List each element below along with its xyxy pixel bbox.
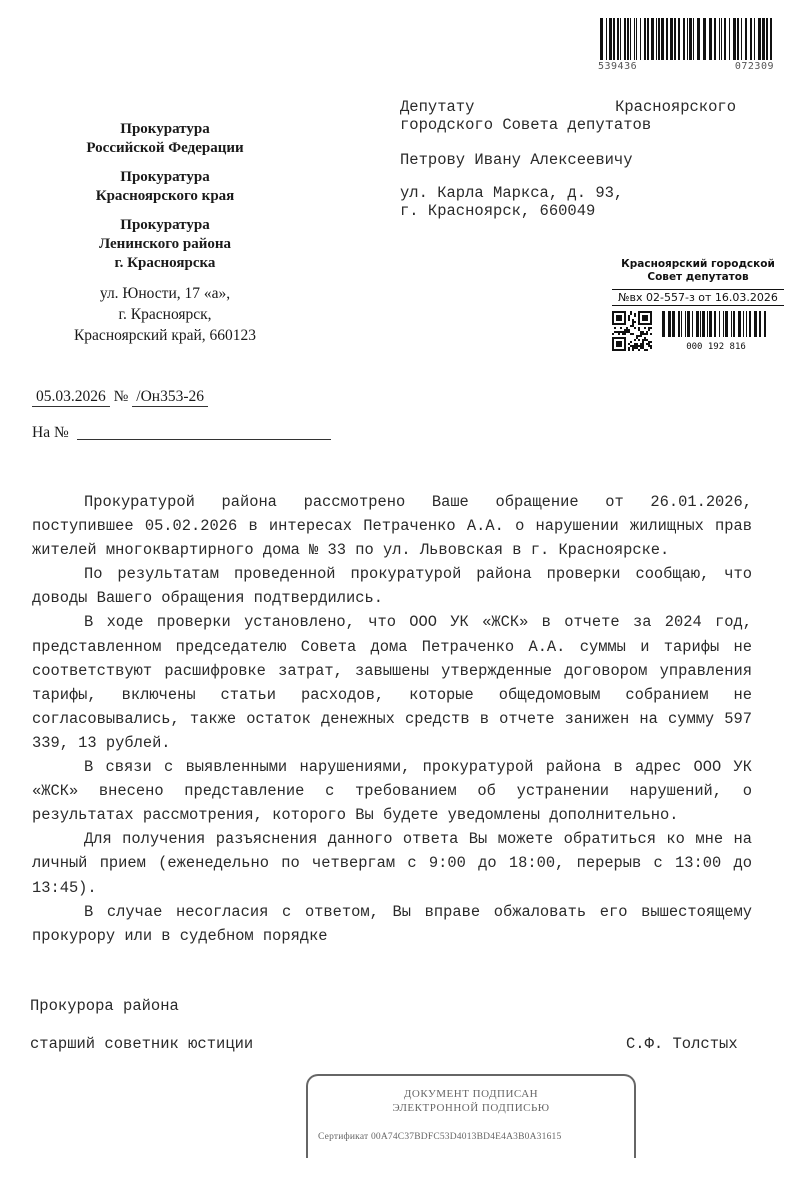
recipient-address-line: г. Красноярск, 660049 [400,202,596,220]
sender-address [40,283,290,346]
barcode-bar [721,18,722,60]
barcode-bar [640,18,641,60]
qr-module [618,331,620,333]
barcode-bar [707,311,708,337]
qr-module [648,341,650,343]
qr-module [648,327,650,329]
barcode-bar [672,311,675,337]
barcode-bar [692,311,693,337]
barcode-bar [709,18,712,60]
qr-module [650,333,652,335]
qr-module [640,347,642,349]
qr-module [624,333,626,335]
recipient-line: Депутату [400,98,475,116]
qr-module [616,331,618,333]
barcode-bar [644,18,646,60]
barcode-bar [678,311,680,337]
barcode-bar [750,18,752,60]
qr-module [636,335,638,337]
na-label: На № [32,424,69,441]
qr-module [646,349,648,351]
sender-line: Российской Федерации [86,140,244,156]
barcode-bar [670,18,673,60]
barcode-bar [696,311,699,337]
sender-address-line: ул. Юности, 17 «а», [99,285,231,302]
body-paragraph: Прокуратурой района рассмотрено Ваше обращение от 26.01.2026, поступившее 05.02.2026 в интересах Петраченко А.А. о нарушении жилищных прав жителей многоквартирного дома № 33 по ул. Львовская в г. Красноярске. [32,493,752,560]
qr-module [628,347,630,349]
barcode-bar [661,18,664,60]
barcode-bar [738,311,741,337]
qr-module [640,335,642,337]
qr-module [648,329,650,331]
qr-module [630,311,632,313]
qr-module [638,335,640,337]
qr-module [640,331,642,333]
signature-name: С.Ф. Толстых [626,1035,738,1053]
qr-module [642,331,644,333]
qr-module [614,327,616,329]
stamp-title: Совет депутатов [647,271,749,283]
barcode-bar [651,18,654,60]
esign-certificate: Сертификат 00A74C37BDFC53D4013BD4E4A3B0A31615 [318,1132,562,1142]
qr-module [634,347,636,349]
stamp-title: Красноярский городской [621,258,775,270]
barcode-bar [714,18,716,60]
barcode-bar [681,311,682,337]
qr-module [628,315,630,317]
recipient-line: городского Совета депутатов [400,116,652,134]
barcode-bar [606,18,607,60]
sender-line: Прокуратура [120,169,210,185]
recipient-line: Красноярского [615,98,736,116]
qr-module [632,347,634,349]
registration-stamp [612,258,784,352]
qr-module [630,325,632,327]
barcode-bar [666,18,668,60]
qr-module [634,315,636,317]
reference-number: /Он353-26 [132,388,208,407]
barcode-bar [714,311,716,337]
barcode-bar [609,18,612,60]
qr-module [634,345,636,347]
qr-module [630,345,632,347]
barcode-bar [766,18,768,60]
barcode-bar [743,311,744,337]
barcode-bar [674,18,676,60]
qr-module [624,329,626,331]
qr-module [646,333,648,335]
barcode-bar [719,311,720,337]
barcode-bar [624,18,626,60]
qr-module [640,345,642,347]
qr-module [642,345,644,347]
barcode-bar [731,311,732,337]
barcode-bar [600,18,603,60]
body-paragraph: В случае несогласия с ответом, Вы вправе обжаловать его вышестоящему прокурору или в судебном порядке [32,902,752,945]
barcode-bar [702,311,705,337]
qr-module [624,331,626,333]
barcode-bar [723,311,724,337]
barcode-bar [613,18,615,60]
qr-module [636,347,638,349]
qr-module [626,327,628,329]
recipient-address-line: ул. Карла Маркса, д. 93, [400,184,624,202]
qr-module [632,333,634,335]
sender-line: г. Красноярска [114,255,216,271]
qr-module [642,333,644,335]
qr-module [640,333,642,335]
body-paragraph: В ходе проверки установлено, что ООО УК «ЖСК» в отчете за 2024 год, представленном председателю Совета дома Петраченко А.А. суммы и тарифы не соответствуют расшифровке затрат, завышены утвержденные договором управления тарифы, включены статьи расходов, которые общедомовым собранием не согласовывались, также остаток денежных средств в отчете занижен на сумму 597 339, 13 рублей. [32,613,752,752]
barcode-bar [627,18,629,60]
barcode-bar [656,18,657,60]
body-paragraph: В связи с выявленными нарушениями, прокуратурой района в адрес ООО УК «ЖСК» внесено представление с требованием об устранении нарушений, о результатах рассмотрения, которого Вы будете уведомлены дополнительно. [32,758,752,825]
qr-module [634,339,636,341]
barcode-number-left: 539436 [598,61,638,72]
qr-module [634,327,636,329]
qr-module [628,331,630,333]
barcode-bar [689,18,692,60]
qr-module [648,345,650,347]
barcode-bar [693,18,694,60]
barcode-bar [729,18,730,60]
qr-module [650,327,652,329]
barcode-bar [758,18,761,60]
sender-line: Прокуратура [120,217,210,233]
barcode-bar [697,18,700,60]
qr-module [630,333,632,335]
qr-module [622,331,624,333]
barcode-bar [709,311,712,337]
barcode-bar [700,311,701,337]
qr-module [638,345,640,347]
qr-module [626,331,628,333]
qr-module [644,337,646,339]
qr-module [632,349,634,351]
barcode-bars [598,18,774,60]
qr-module [628,329,630,331]
barcode-bar [746,311,747,337]
na-line [32,424,331,442]
qr-module [646,343,648,345]
qr-module [636,337,638,339]
barcode-number-right: 072309 [734,61,774,72]
barcode-bar [733,18,736,60]
qr-module [642,341,644,343]
body-paragraph: Для получения разъяснения данного ответа Вы можете обратиться ко мне на личный прием (еженедельно по четвергам с 9:00 до 18:00, перерыв с 13:00 до 13:45). [32,830,752,897]
qr-module [632,345,634,347]
barcode-bar [759,311,761,337]
qr-module [634,343,636,345]
qr-module [642,343,644,345]
qr-module [612,333,614,335]
qr-module [642,347,644,349]
qr-module [628,343,630,345]
barcode-bar [617,18,619,60]
qr-module [630,341,632,343]
qr-module [628,319,630,321]
qr-module [620,331,622,333]
sender-address-line: Красноярский край, 660123 [73,327,257,344]
qr-finder [616,341,622,347]
signature-rank: старший советник юстиции [30,1035,254,1053]
barcode-bar [687,311,690,337]
qr-finder [642,315,648,321]
qr-code-icon [612,311,652,351]
esign-heading: ДОКУМЕНТ ПОДПИСАН [403,1088,539,1100]
barcode-bar [662,311,665,337]
barcode-bar [683,18,685,60]
stamp-barcode-number: 000 192 816 [686,342,746,352]
signature-title: Прокурора района [30,997,179,1015]
barcode-bar [685,311,686,337]
qr-module [626,329,628,331]
qr-module [648,343,650,345]
qr-module [634,313,636,315]
qr-module [614,331,616,333]
qr-module [640,343,642,345]
stamp-number: №вх 02-557-з от 16.03.2026 [612,289,784,306]
barcode-bar [764,311,766,337]
esign-heading: ЭЛЕКТРОННОЙ ПОДПИСЬЮ [392,1102,550,1114]
qr-module [628,317,630,319]
barcode-bar [636,18,637,60]
qr-module [636,343,638,345]
qr-module [644,327,646,329]
barcode-bar [630,18,631,60]
qr-module [632,323,634,325]
barcode-bar [647,18,649,60]
sender-line: Ленинского района [98,236,232,252]
qr-module [630,313,632,315]
qr-module [632,321,634,323]
qr-module [638,329,640,331]
barcode-bar [725,311,728,337]
qr-module [620,327,622,329]
qr-finder [616,315,622,321]
sender-line: Прокуратура [120,121,210,137]
barcode-bar [770,18,772,60]
reference-no-label: № [113,388,129,405]
barcode-bar [741,18,742,60]
barcode-bar [754,18,755,60]
qr-module [622,333,624,335]
recipient-block [400,98,736,220]
qr-module [644,339,646,341]
barcode-bar [719,18,720,60]
qr-module [650,345,652,347]
qr-module [646,339,648,341]
qr-module [642,339,644,341]
barcode-bar [634,18,635,60]
recipient-address [400,184,736,220]
reference-line [32,388,208,407]
barcode-bar [749,311,751,337]
qr-module [632,325,634,327]
qr-module [646,331,648,333]
barcode-bar [658,18,660,60]
barcode-bar [687,18,688,60]
qr-module [638,327,640,329]
barcode-bar [733,311,735,337]
qr-module [636,345,638,347]
qr-module [638,339,640,341]
barcode-bar [668,311,671,337]
sender-line: Красноярского края [95,188,235,204]
qr-module [632,319,634,321]
na-blank-line [77,439,331,440]
barcode-bar [762,18,765,60]
barcode-bar [724,18,726,60]
qr-module [618,333,620,335]
barcode-bar [678,18,680,60]
sender-block [40,120,290,346]
barcode-bar [703,18,706,60]
letter-body [32,490,752,948]
body-paragraph: По результатам проведенной прокуратурой района проверки сообщаю, что доводы Вашего обращения подтвердились. [32,565,752,608]
stamp-barcode [660,311,772,337]
qr-module [650,347,652,349]
qr-module [634,321,636,323]
qr-module [650,341,652,343]
sender-address-line: г. Красноярск, [118,306,212,323]
barcode-bar [745,18,747,60]
recipient-name: Петрову Ивану Алексеевичу [400,151,633,169]
reference-date: 05.03.2026 [32,388,110,407]
qr-module [638,349,640,351]
qr-module [628,349,630,351]
barcode-bar [754,311,757,337]
top-barcode [598,18,774,76]
qr-module [644,333,646,335]
electronic-signature-box [306,1074,636,1158]
barcode-bar [737,18,739,60]
qr-module [644,349,646,351]
barcode-bar [620,18,621,60]
